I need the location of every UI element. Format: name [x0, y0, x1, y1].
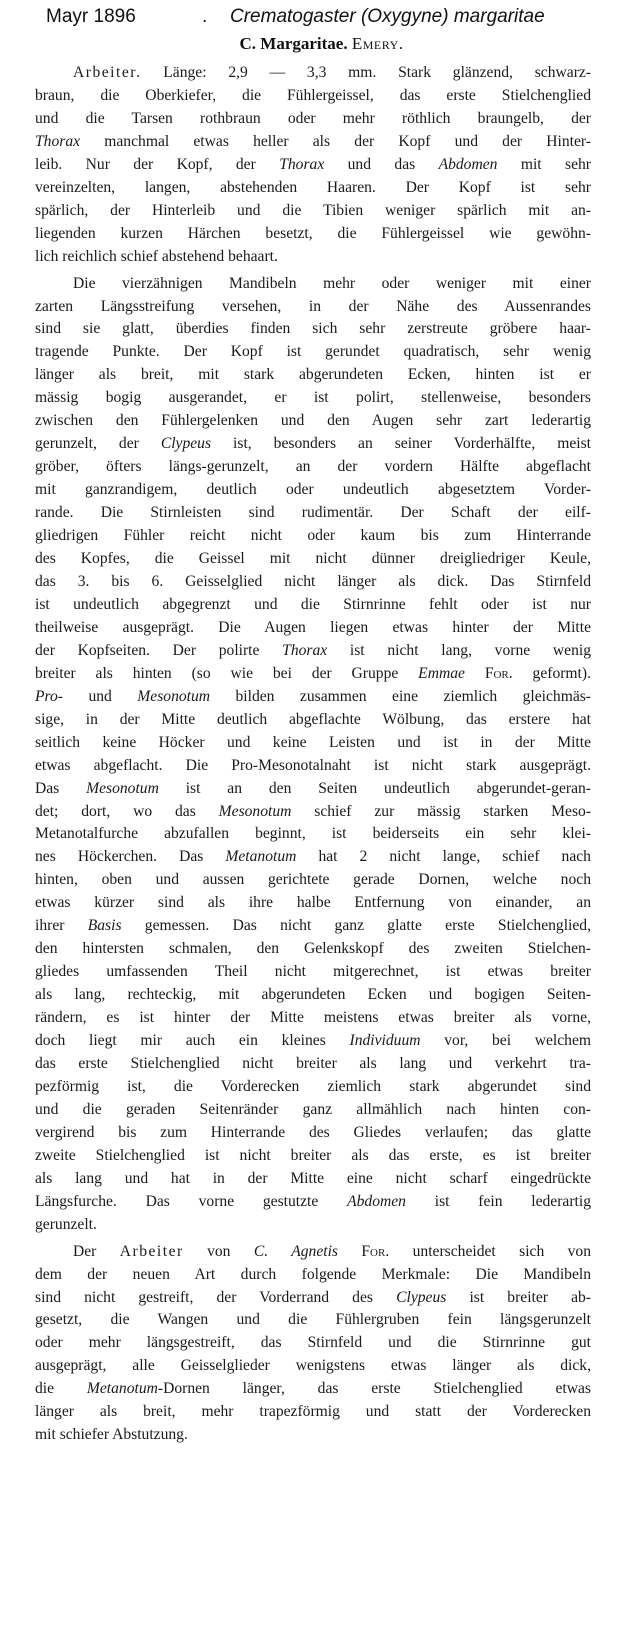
- text-line: lich reichlich schief abstehend behaart.: [35, 247, 278, 265]
- text-line: ist undeutlich abgegrenzt und die Stirnrinne fehlt oder ist nur: [35, 595, 591, 613]
- species-title: [0, 34, 643, 54]
- text-line: gerunzelt.: [35, 1215, 97, 1233]
- text-run: Längsfurche. Das vorne gestutzte: [35, 1192, 348, 1210]
- text-line: länger als breit, mit stark abgerundeten Ecken, hinten ist er: [35, 366, 591, 384]
- header-separator: .: [202, 6, 208, 27]
- text-line: [35, 1378, 591, 1401]
- text-line: mässig bogig ausgerandet, er ist polirt, stellenweise, besonders: [35, 389, 591, 407]
- text-line: [35, 686, 591, 709]
- text-line: seitlich keine Höcker und keine Leisten und ist in der Mitte: [35, 733, 591, 751]
- italic-term: Basis: [87, 917, 122, 935]
- italic-term: Thorax: [279, 155, 325, 173]
- text-run: nes Höckerchen. Das: [35, 848, 226, 866]
- text-run: bilden zusammen eine ziemlich gleichmäs-: [210, 687, 592, 705]
- text-line: [35, 846, 591, 869]
- italic-term: Emmae: [418, 664, 465, 682]
- text-line: liegenden kurzen Härchen besetzt, die Fühlergeissel wie gewöhn-: [35, 224, 591, 242]
- text-line: rande. Die Stirnleisten sind rudimentär. Der Schaft der eilf-: [35, 504, 591, 522]
- author-abbrev: For.: [338, 1242, 390, 1260]
- italic-term: Pro-: [35, 687, 64, 705]
- text-run: ist breiter ab-: [446, 1288, 591, 1306]
- italic-term: Metanotum: [225, 848, 297, 866]
- text-run: doch liegt mir auch ein kleines: [35, 1032, 350, 1050]
- text-line: spärlich, der Hinterleib und die Tibien weniger spärlich mit an-: [35, 201, 591, 219]
- italic-term: Individuum: [349, 1032, 421, 1050]
- text-line: Metanotalfurche abzufallen beginnt, ist beiderseits ein sehr klei-: [35, 825, 591, 843]
- running-header: [46, 6, 626, 32]
- text-line: oder mehr längsgestreift, das Stirnfeld und die Stirnrinne gut: [35, 1334, 591, 1352]
- text-run: Das: [35, 779, 87, 797]
- text-line: und die Tarsen rothbraun oder mehr röthlich braungelb, der: [35, 109, 591, 127]
- text-run: sind nicht gestreift, der Vorderrand des: [35, 1288, 397, 1306]
- text-line: zwischen den Fühlergelenken und den Augen sehr zart lederartig: [35, 412, 591, 430]
- text-run: -Dornen länger, das erste Stielchenglied etwas: [157, 1380, 592, 1398]
- paragraph-worker-description: [35, 62, 591, 269]
- text-line: den hintersten schmalen, den Gelenkskopf des zweiten Stielchen-: [35, 940, 591, 958]
- text-line: theilweise ausgeprägt. Die Augen liegen etwas hinter der Mitte: [35, 618, 591, 636]
- text-run: unterscheidet sich von: [389, 1242, 591, 1260]
- text-line: vergirend bis zum Hinterrande des Gliedes verlaufen; das glatte: [35, 1123, 591, 1141]
- text-line: [35, 1191, 591, 1214]
- text-line: vereinzelten, langen, abstehenden Haaren. Der Kopf ist sehr: [35, 178, 591, 196]
- text-run: schief zur mässig starken Meso-: [291, 802, 592, 820]
- text-line: rändern, es ist hinter der Mitte meistens etwas breiter als vorne,: [35, 1009, 591, 1027]
- paragraph-comparison: [35, 1241, 591, 1448]
- text-run: ist an den Seiten undeutlich abgerundet-geran-: [158, 779, 591, 797]
- text-line: mit ganzrandigem, deutlich oder undeutlich abgesetztem Vorder-: [35, 481, 591, 499]
- italic-term: Metanotum: [86, 1380, 158, 1398]
- text-run: det; dort, wo das: [35, 802, 219, 820]
- italic-term: Clypeus: [396, 1288, 447, 1306]
- text-line: gesetzt, die Wangen und die Fühlergruben fein längsgerunzelt: [35, 1311, 591, 1329]
- italic-term: Abdomen: [438, 155, 498, 173]
- text-run: die: [35, 1380, 87, 1398]
- text-line: etwas kürzer sind als ihre halbe Entfernung von einander, an: [35, 894, 591, 912]
- text-run: Arbeiter.: [73, 64, 142, 81]
- text-line: [35, 801, 591, 824]
- text-line: [35, 778, 591, 801]
- text-run: der Kopfseiten. Der polirte: [35, 641, 283, 659]
- text-line: gröber, öfters längs-gerunzelt, an der vordern Hälfte abgeflacht: [35, 458, 591, 476]
- text-line: Die vierzähnigen Mandibeln mehr oder weniger mit einer: [73, 274, 591, 292]
- text-run: Arbeiter: [119, 1242, 184, 1260]
- italic-term: C. Agnetis: [253, 1242, 339, 1260]
- text-line: braun, die Oberkiefer, die Fühlergeissel, das erste Stielchenglied: [35, 86, 591, 104]
- italic-term: Clypeus: [160, 435, 212, 453]
- species-title-author: Emery.: [351, 34, 404, 53]
- text-run: ist nicht lang, vorne wenig: [327, 641, 592, 659]
- text-line: gliedes umfassenden Theil nicht mitgerechnet, ist etwas breiter: [35, 963, 591, 981]
- text-run: ist fein lederartig: [405, 1192, 591, 1210]
- header-author-year: Mayr 1896: [46, 6, 136, 27]
- paragraph-morphology: [35, 273, 591, 1237]
- author-abbrev: For.: [484, 664, 513, 682]
- text-line: [35, 154, 591, 177]
- text-line: das 3. bis 6. Geisselglied nicht länger als dick. Das Stirnfeld: [35, 572, 591, 590]
- text-line: als lang und hat in der Mitte eine nicht scharf eingedrückte: [35, 1169, 591, 1187]
- italic-term: Thorax: [35, 132, 81, 150]
- text-run: breiter als hinten (so wie bei der Gruppe: [35, 664, 419, 682]
- body-text: [35, 62, 591, 1447]
- text-line: [35, 1241, 591, 1264]
- text-run: und: [63, 687, 138, 705]
- text-run: ihrer: [35, 917, 88, 935]
- text-run: manchmal etwas heller als der Kopf und der Hinter-: [80, 132, 591, 150]
- text-line: [35, 62, 591, 85]
- text-line: [35, 663, 591, 686]
- text-line: das erste Stielchenglied nicht breiter als lang und verkehrt tra-: [35, 1054, 591, 1072]
- italic-term: Mesonotum: [86, 779, 159, 797]
- text-line: des Kopfes, die Geissel mit nicht dünner dreigliedriger Keule,: [35, 550, 591, 568]
- text-line: [35, 640, 591, 663]
- text-line: [35, 131, 591, 154]
- text-line: und die geraden Seitenränder ganz allmählich nach hinten con-: [35, 1100, 591, 1118]
- text-line: tragende Punkte. Der Kopf ist gerundet quadratisch, sehr wenig: [35, 343, 591, 361]
- text-run: Länge: 2,9 — 3,3 mm. Stark glänzend, schwarz-: [141, 64, 591, 81]
- text-run: gemessen. Das nicht ganz glatte erste Stielchenglied,: [121, 917, 591, 935]
- text-line: zweite Stielchenglied ist nicht breiter als das erste, es ist breiter: [35, 1146, 591, 1164]
- text-line: sige, in der Mitte deutlich abgeflachte Wölbung, das erstere hat: [35, 710, 591, 728]
- text-run: Der: [73, 1242, 120, 1260]
- text-line: sind sie glatt, überdies finden sich sehr zerstreute gröbere haar-: [35, 320, 591, 338]
- text-line: als lang, rechteckig, mit abgerundeten Ecken und bogigen Seiten-: [35, 986, 591, 1004]
- text-run: geformt).: [512, 664, 591, 682]
- text-run: leib. Nur der Kopf, der: [35, 155, 256, 173]
- italic-term: Thorax: [282, 641, 328, 659]
- text-line: [35, 1287, 591, 1310]
- text-line: ausgeprägt, alle Geisselglieder wenigstens etwas länger als dick,: [35, 1357, 591, 1375]
- text-line: hinten, oben und aussen gerichtete gerade Dornen, welche noch: [35, 871, 591, 889]
- text-line: [35, 915, 591, 938]
- text-line: länger als breit, mehr trapezförmig und statt der Vorderecken: [35, 1403, 591, 1421]
- text-line: gliedrigen Fühler reicht nicht oder kaum bis zum Hinterrande: [35, 527, 591, 545]
- text-run: ist, besonders an seiner Vorderhälfte, meist: [211, 435, 591, 453]
- text-run: und das: [324, 155, 439, 173]
- text-run: gerunzelt, der: [35, 435, 161, 453]
- text-run: hat 2 nicht lange, schief nach: [296, 848, 591, 866]
- italic-term: Mesonotum: [137, 687, 211, 705]
- text-line: [35, 433, 591, 456]
- italic-term: Abdomen: [347, 1192, 406, 1210]
- text-line: etwas abgeflacht. Die Pro-Mesonotalnaht ist nicht stark ausgeprägt.: [35, 756, 591, 774]
- text-line: zarten Längsstreifung versehen, in der Nähe des Aussenrandes: [35, 297, 591, 315]
- text-run: von: [183, 1242, 254, 1260]
- species-title-name: C. Margaritae.: [239, 34, 348, 53]
- text-line: pezförmig ist, die Vorderecken ziemlich stark abgerundet sind: [35, 1077, 591, 1095]
- text-run: mit sehr: [497, 155, 591, 173]
- text-line: mit schiefer Abstutzung.: [35, 1426, 188, 1444]
- text-run: vor, bei welchem: [420, 1032, 592, 1050]
- header-species-name: Crematogaster (Oxygyne) margaritae: [230, 6, 545, 27]
- text-line: dem der neuen Art durch folgende Merkmale: Die Mandibeln: [35, 1265, 591, 1283]
- text-line: [35, 1030, 591, 1053]
- italic-term: Mesonotum: [218, 802, 292, 820]
